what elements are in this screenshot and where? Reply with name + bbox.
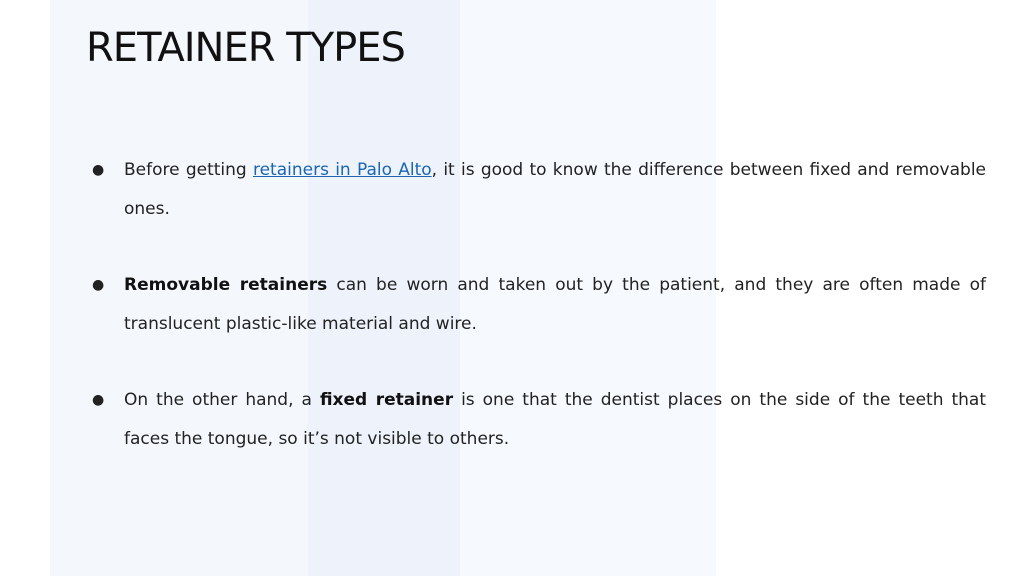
bullet-bold-term: Removable retainers bbox=[124, 275, 328, 295]
bullet-item-fixed-retainer bbox=[92, 381, 986, 458]
retainers-palo-alto-link[interactable]: retainers in Palo Alto bbox=[252, 160, 432, 180]
bullet-bold-term: fixed retainer bbox=[319, 390, 454, 410]
bullet-text-after: is one that the dentist places on the side of the teeth that faces the tongue, so it’s not visible to others. bbox=[124, 390, 986, 449]
bullet-text-before: Before getting bbox=[124, 160, 253, 180]
bullet-text-after: can be worn and taken out by the patient, and they are often made of translucent plastic-like material and wire. bbox=[124, 275, 987, 334]
bullet-dot-icon: ● bbox=[92, 277, 105, 293]
bullet-dot-icon: ● bbox=[92, 162, 105, 178]
bullet-item-removable-retainers bbox=[92, 266, 986, 343]
bullet-list bbox=[92, 151, 986, 496]
bullet-dot-icon: ● bbox=[92, 392, 105, 408]
bullet-text-after: , it is good to know the difference between fixed and removable ones. bbox=[124, 160, 986, 219]
bullet-item-before-getting bbox=[92, 151, 986, 228]
slide-title: RETAINER TYPES bbox=[86, 25, 405, 71]
bullet-text-before: On the other hand, a bbox=[124, 390, 320, 410]
